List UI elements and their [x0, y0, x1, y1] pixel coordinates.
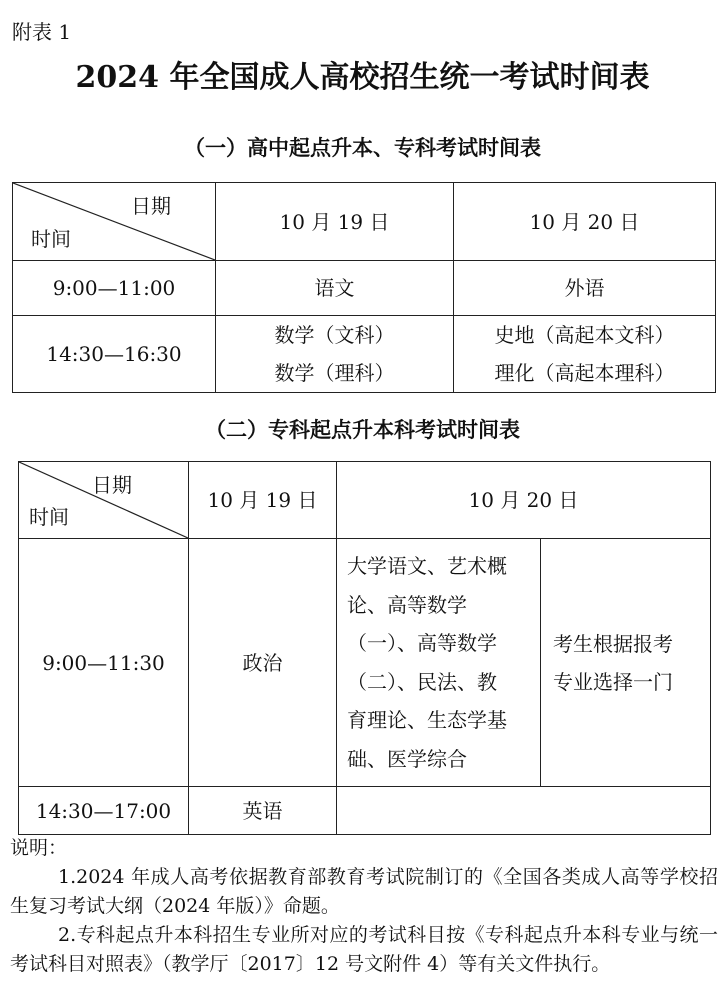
subject-line: 数学（文科） — [274, 323, 395, 347]
table-row — [13, 316, 716, 393]
time-cell: 9:00—11:00 — [13, 261, 216, 316]
notes-label: 说明： — [10, 837, 68, 859]
subject-cell: 外语 — [454, 261, 716, 316]
subject-cell — [454, 316, 716, 393]
subject-line: 大学语文、艺术概 — [347, 554, 507, 578]
subject-line: 数学（理科） — [274, 361, 395, 385]
table-row — [13, 261, 716, 316]
appendix-label: 附表 1 — [12, 20, 72, 44]
table-row — [19, 787, 711, 835]
subject-line: 史地（高起本文科） — [494, 323, 675, 347]
note-line: 考生根据报考 — [553, 631, 673, 656]
subject-line: （一）、高等数学 — [347, 631, 497, 655]
corner-date-label: 日期 — [92, 473, 132, 497]
date-header: 10 月 19 日 — [216, 183, 454, 261]
section1-heading: （一）高中起点升本、专科考试时间表 — [184, 135, 541, 160]
subject-cell: 政治 — [189, 539, 337, 787]
subject-list-cell — [337, 539, 541, 787]
subject-line: （二）、民法、教 — [347, 669, 497, 694]
corner-header-cell — [19, 462, 189, 539]
time-cell: 14:30—17:00 — [19, 787, 189, 835]
subject-line: 育理论、生态学基 — [347, 708, 507, 732]
note-line: 专业选择一门 — [553, 669, 673, 694]
subject-cell — [216, 316, 454, 393]
section2-heading: （二）专科起点升本科考试时间表 — [205, 417, 520, 442]
selection-note-cell — [541, 539, 711, 787]
note-item: 1.2024 年成人高考依据教育部教育考试院制订的《全国各类成人高等学校招生复习考试大纲（2024 年版）》命题。 — [10, 866, 718, 917]
empty-cell — [337, 787, 711, 835]
subject-cell: 英语 — [189, 787, 337, 835]
time-cell: 14:30—16:30 — [13, 316, 216, 393]
corner-date-label: 日期 — [131, 194, 171, 218]
subject-line: 论、高等数学 — [347, 592, 467, 617]
schedule-table-1 — [12, 182, 716, 393]
time-cell: 9:00—11:30 — [19, 539, 189, 787]
corner-header-cell — [13, 183, 216, 261]
schedule-table-2 — [18, 461, 711, 835]
notes-section — [10, 834, 718, 979]
table-row — [19, 539, 711, 787]
corner-time-label: 时间 — [29, 505, 69, 529]
date-header: 10 月 19 日 — [189, 462, 337, 539]
date-header: 10 月 20 日 — [337, 462, 711, 539]
corner-time-label: 时间 — [31, 227, 71, 251]
note-item: 2.专科起点升本科招生专业所对应的考试科目按《专科起点升本科专业与统一考试科目对照表》（教学厅〔2017〕12 号文附件 4）等有关文件执行。 — [10, 924, 718, 975]
subject-line: 理化（高起本理科） — [494, 361, 675, 385]
subject-line: 础、医学综合 — [347, 746, 467, 771]
page-title: 2024 年全国成人高校招生统一考试时间表 — [75, 60, 650, 95]
date-header: 10 月 20 日 — [454, 183, 716, 261]
subject-cell: 语文 — [216, 261, 454, 316]
